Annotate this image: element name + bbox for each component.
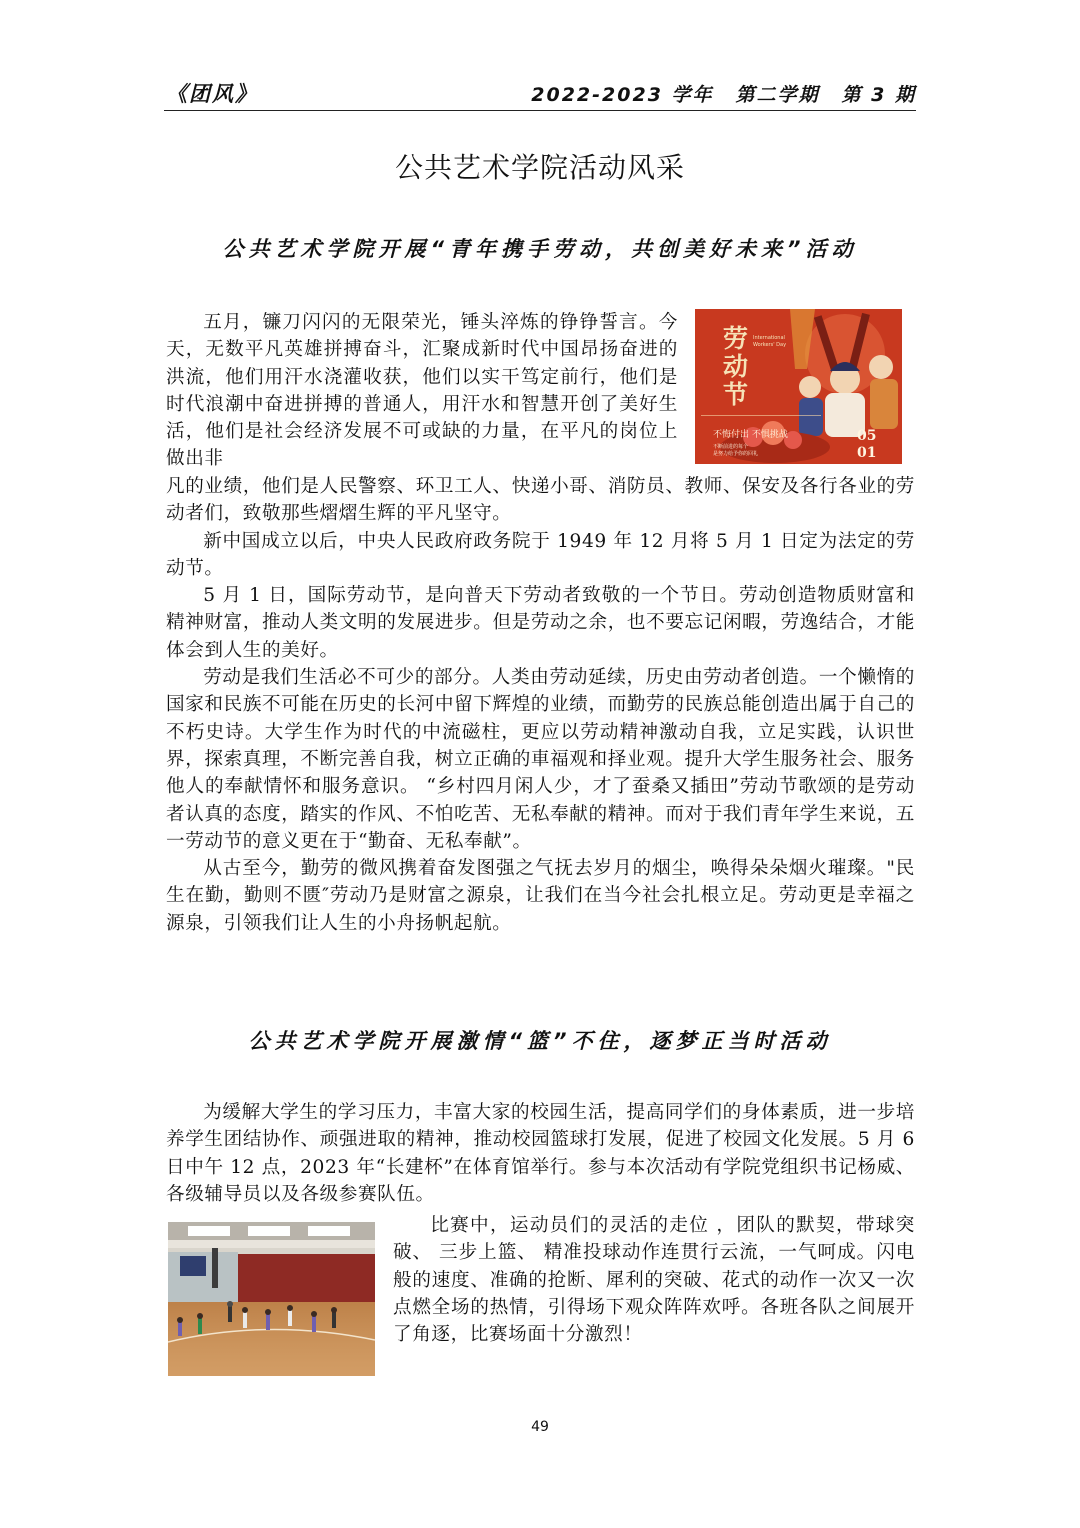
semester: 第二学期 — [735, 84, 820, 106]
journal-name: 《团风》 — [166, 82, 258, 106]
poster-slogan: 不悔付出 不惧挑战 — [713, 430, 788, 440]
poster-date-day: 01 — [857, 445, 877, 461]
page-title: 公共艺术学院活动风采 — [394, 151, 685, 184]
header-divider — [164, 110, 916, 111]
section1-wrapped-text — [166, 309, 678, 473]
section1-heading: 公共艺术学院开展“青年携手劳动，共创美好未来”活动 — [222, 237, 858, 261]
issue-number: 第 3 期 — [841, 84, 916, 106]
academic-year: 2022-2023 学年 — [531, 84, 714, 106]
poster-subtitle-en: International — [753, 335, 785, 341]
poster-title-char-2: 动 — [723, 352, 749, 381]
section2-paragraph: 为缓解大学生的学习压力，丰富大家的校园生活，提高同学们的身体素质，进一步培养学生团结协作、顽强进取的精神，推动校园篮球打发展，促进了校园文化发展。5 月 6 日中午 12 点，2023 年“长建杯”在体育馆举行。参与本次活动有学院党组织书记杨威、各级辅导员以及各级参赛队伍。 — [166, 1102, 915, 1205]
section1-paragraph: 从古至今，勤劳的微风携着奋发图强之气抚去岁月的烟尘，唤得朵朵烟火璀璨。"民生在勤，勤则不匮″劳动乃是财富之源泉，让我们在当今社会扎根立足。劳动更是幸福之源泉，引领我们让人生的小舟扬帆起航。 — [166, 858, 915, 934]
svg-text:是努力给予你的回礼: 是努力给予你的回礼 — [713, 451, 759, 457]
section2-paragraph: 比赛中，运动员们的灵活的走位 ，团队的默契，带球突破、 三步上篮、 精准投球动作连贯行云流，一气呵成。闪电般的速度、准确的抢断、犀利的突破、花式的动作一次又一次点燃全场的热情，引得场下观众阵阵欢呼。各班各队之间展开了角逐，比赛场面十分激烈！ — [393, 1215, 915, 1346]
section1-paragraph: 劳动是我们生活必不可少的部分。人类由劳动延续，历史由劳动者创造。一个懒惰的国家和民族不可能在历史的长河中留下辉煌的业绩，而勤劳的民族总能创造出属于自己的不朽史诗。大学生作为时代的中流磁柱，更应以劳动精神激动自我，立足实践，认识世界，探索真理，不断完善自我，树立正确的車福观和择业观。提升大学生服务社会、服务他人的奉献情怀和服务意识。 “乡村四月闲人少，才了蚕桑又插田”劳动节歌颂的是劳动者认真的态度，踏实的作风、不怕吃苦、无私奉献的精神。而对于我们青年学生来说，五一劳动节的意义更在于“勤奋、无私奉献”。 — [166, 667, 915, 852]
basketball-game-art — [168, 1222, 375, 1376]
basketball-game-photo — [168, 1222, 375, 1376]
page-number: 49 — [531, 1419, 549, 1435]
section1-paragraph: 5 月 1 日，国际劳动节，是向普天下劳动者致敬的一个节日。劳动创造物质财富和精神财富，推动人类文明的发展进步。但是劳动之余，也不要忘记闲暇，劳逸结合，才能体会到人生的美好。 — [166, 585, 915, 661]
labor-day-poster — [695, 309, 902, 464]
section2-wrapped-text — [393, 1212, 915, 1348]
svg-text:Workers' Day: Workers' Day — [753, 342, 787, 348]
poster-title-char-3: 节 — [723, 380, 749, 409]
section1-paragraph: 凡的业绩，他们是人民警察、环卫工人、快递小哥、消防员、教师、保安及各行各业的劳动者们，致敬那些熠熠生辉的平凡坚守。 — [166, 476, 915, 525]
poster-date-month: 05 — [857, 428, 877, 444]
issue-info — [509, 80, 916, 107]
section1-body — [166, 473, 915, 937]
section2-heading: 公共艺术学院开展激情“篮”不住，逐梦正当时活动 — [248, 1029, 832, 1053]
poster-title-char-1: 劳 — [723, 324, 749, 353]
section2-intro — [166, 1099, 915, 1208]
section1-paragraph: 五月，镰刀闪闪的无限荣光，锤头淬炼的铮铮誓言。今天，无数平凡英雄拼搏奋斗，汇聚成新时代中国昂扬奋进的洪流，他们用汗水浇灌收获，他们以实干笃定前行，他们是时代浪潮中奋进拼搏的普通人，用汗水和智慧开创了美好生活，他们是社会经济发展不可或缺的力量，在平凡的岗位上做出非 — [166, 312, 678, 470]
poster-caption: 不断前进的每个 — [713, 444, 749, 450]
section1-paragraph: 新中国成立以后，中央人民政府政务院于 1949 年 12 月将 5 月 1 日定为法定的劳动节。 — [166, 530, 915, 579]
labor-day-poster-art — [695, 309, 902, 464]
